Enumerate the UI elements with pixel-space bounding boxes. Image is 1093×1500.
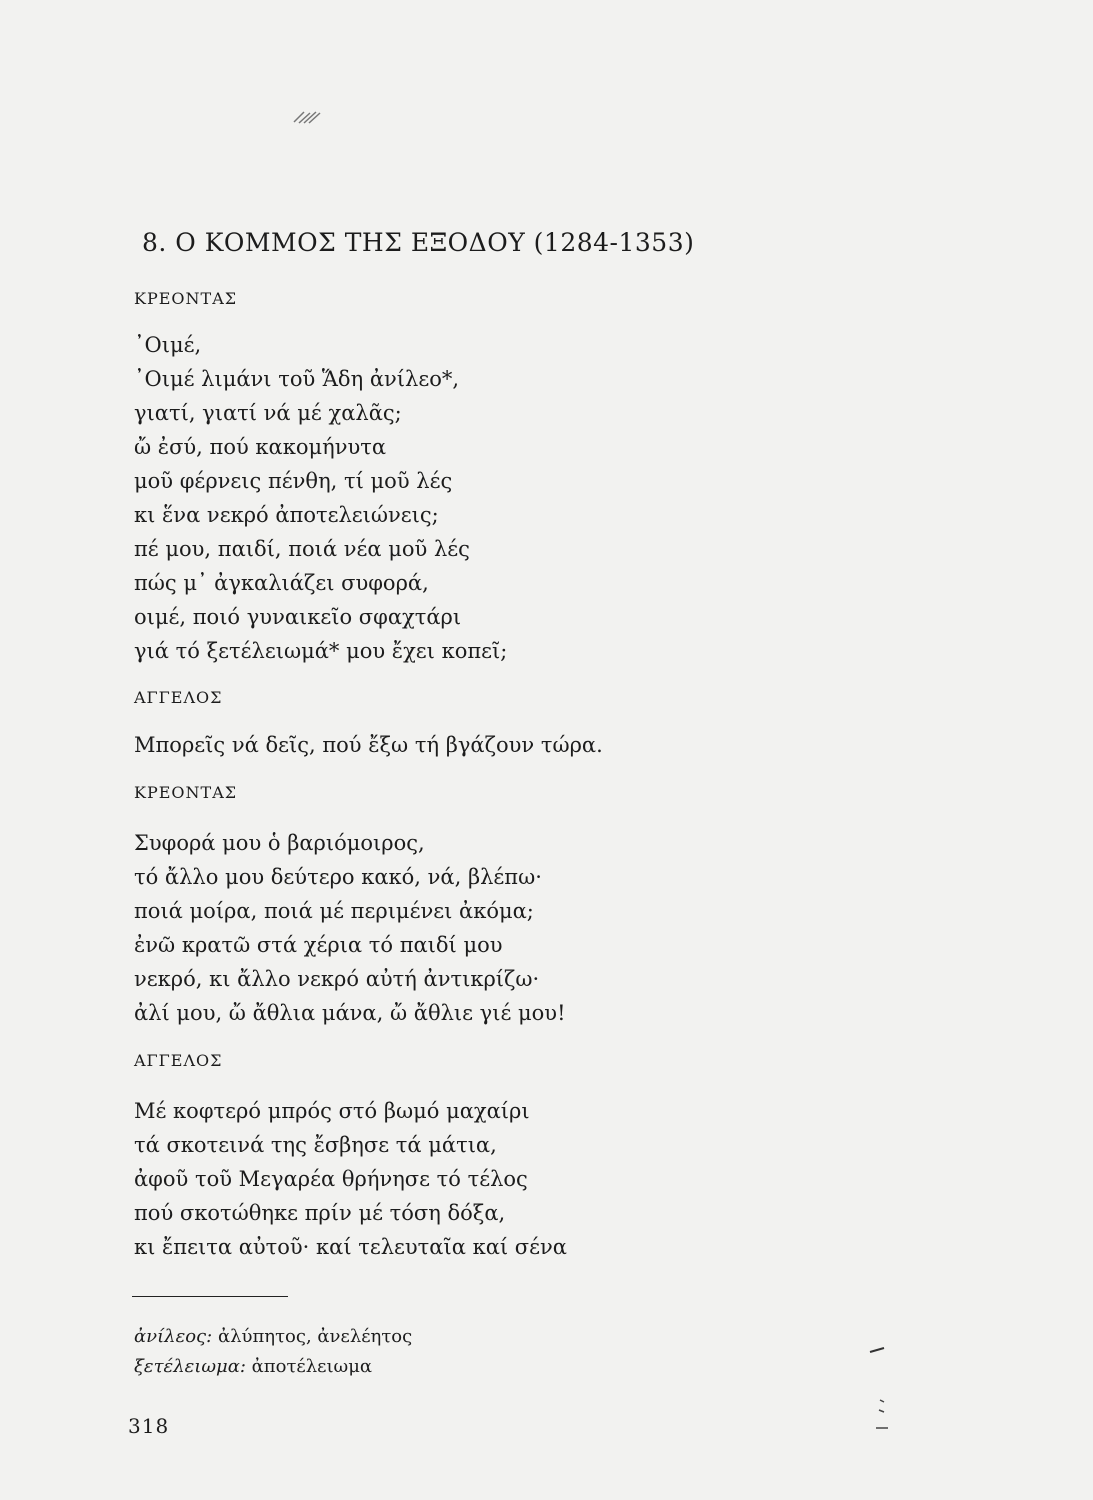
verse-block — [134, 826, 566, 1030]
speaker-label: ΑΓΓΕΛΟΣ — [134, 1051, 223, 1070]
verse-block — [134, 1094, 567, 1264]
verse-block — [134, 728, 603, 762]
verse-line: κι ἔπειτα αὐτοῦ· καί τελευταῖα καί σένα — [134, 1235, 567, 1259]
verse-line: οιμέ, ποιό γυναικεῖο σφαχτάρι — [134, 605, 462, 629]
ink-speck-decoration — [872, 1398, 892, 1434]
verse-line: νεκρό, κι ἄλλο νεκρό αὐτή ἀντικρίζω· — [134, 967, 540, 991]
verse-line: πέ μου, παιδί, ποιά νέα μοῦ λές — [134, 537, 470, 561]
footnote-term: ἀνίλεος: — [134, 1326, 213, 1347]
verse-line: Συφορά μου ὁ βαριόμοιρος, — [134, 831, 425, 855]
verse-line: ἀλί μου, ὤ ἄθλια μάνα, ὤ ἄθλιε γιέ μου! — [134, 1001, 566, 1025]
speaker-label: ΑΓΓΕΛΟΣ — [134, 688, 223, 707]
footnote-definition: ἀλύπητος, ἀνελέητος — [217, 1326, 413, 1347]
verse-line: μοῦ φέρνεις πένθη, τί μοῦ λές — [134, 469, 453, 493]
verse-line: ἀφοῦ τοῦ Μεγαρέα θρήνησε τό τέλος — [134, 1167, 528, 1191]
footnote-divider — [132, 1296, 288, 1297]
footnote-term: ξετέλειωμα: — [134, 1356, 246, 1377]
footnote — [134, 1352, 412, 1382]
verse-line: ᾿Οιμέ λιμάνι τοῦ Ἅδη ἀνίλεο*, — [134, 367, 460, 391]
verse-line: τά σκοτεινά της ἔσβησε τά μάτια, — [134, 1133, 497, 1157]
section-title: 8. Ο ΚΟΜΜΟΣ ΤΗΣ ΕΞΟΔΟΥ (1284-1353) — [142, 228, 695, 257]
verse-line: πώς μ᾿ ἀγκαλιάζει συφορά, — [134, 571, 429, 595]
ink-speck-decoration — [868, 1345, 888, 1355]
verse-line: κι ἕνα νεκρό ἀποτελειώνεις; — [134, 503, 439, 527]
verse-line: γιατί, γιατί νά μέ χαλᾶς; — [134, 401, 402, 425]
verse-line: τό ἄλλο μου δεύτερο κακό, νά, βλέπω· — [134, 865, 542, 889]
footnote — [134, 1322, 412, 1352]
verse-line: γιά τό ξετέλειωμά* μου ἔχει κοπεῖ; — [134, 639, 508, 663]
page-number: 318 — [128, 1414, 170, 1438]
speaker-label: ΚΡΕΟΝΤΑΣ — [134, 783, 238, 802]
verse-line: Μέ κοφτερό μπρός στό βωμό μαχαίρι — [134, 1099, 530, 1123]
verse-block — [134, 328, 507, 668]
footnotes — [134, 1322, 412, 1382]
verse-line: ποιά μοίρα, ποιά μέ περιμένει ἀκόμα; — [134, 899, 534, 923]
footnote-definition: ἀποτέλειωμα — [251, 1356, 373, 1377]
ink-mark-decoration — [292, 110, 322, 124]
verse-line: ἐνῶ κρατῶ στά χέρια τό παιδί μου — [134, 933, 503, 957]
speaker-label: ΚΡΕΟΝΤΑΣ — [134, 289, 238, 308]
verse-line: Μπορεῖς νά δεῖς, πού ἔξω τή βγάζουν τώρα. — [134, 733, 603, 757]
verse-line: ᾿Οιμέ, — [134, 333, 202, 357]
verse-line: πού σκοτώθηκε πρίν μέ τόση δόξα, — [134, 1201, 506, 1225]
verse-line: ὤ ἐσύ, πού κακομήνυτα — [134, 435, 387, 459]
